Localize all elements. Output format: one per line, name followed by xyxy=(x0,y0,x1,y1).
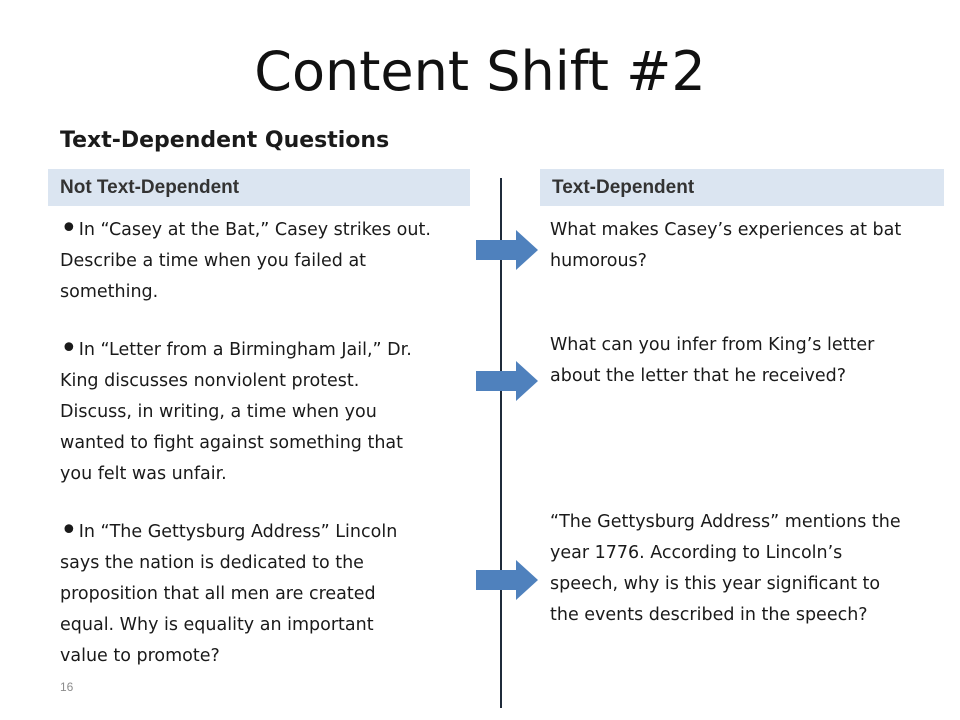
right-arrow-icon xyxy=(476,560,538,600)
item-line: In “Casey at the Bat,” Casey strikes out. xyxy=(78,220,431,240)
item-line: “The Gettysburg Address” mentions the xyxy=(550,512,901,532)
item-line: humorous? xyxy=(550,251,647,271)
item-line: wanted to fight against something that xyxy=(60,433,404,453)
item-line: says the nation is dedicated to the xyxy=(60,553,364,573)
right-arrow-icon xyxy=(476,361,538,401)
bullet-icon: • xyxy=(60,211,78,246)
item-line: King discusses nonviolent protest. xyxy=(60,371,360,391)
column-header-not-text-dependent: Not Text-Dependent xyxy=(48,169,470,206)
item-line: equal. Why is equality an important xyxy=(60,615,374,635)
item-line: something. xyxy=(60,282,159,302)
item-line: you felt was unfair. xyxy=(60,464,227,484)
not-text-dependent-item-casey xyxy=(60,213,460,308)
item-line: What can you infer from King’s letter xyxy=(550,335,875,355)
bullet-icon: • xyxy=(60,513,78,548)
item-line: speech, why is this year significant to xyxy=(550,574,881,594)
item-line: the events described in the speech? xyxy=(550,605,868,625)
item-line: about the letter that he received? xyxy=(550,366,847,386)
slide-subtitle: Text-Dependent Questions xyxy=(60,128,390,153)
text-dependent-item-casey xyxy=(550,215,935,277)
item-line: In “The Gettysburg Address” Lincoln xyxy=(78,522,398,542)
item-line: year 1776. According to Lincoln’s xyxy=(550,543,843,563)
not-text-dependent-item-gettysburg xyxy=(60,515,460,672)
bullet-icon: • xyxy=(60,331,78,366)
text-dependent-item-king xyxy=(550,330,935,392)
right-arrow-icon xyxy=(476,230,538,270)
item-line: Discuss, in writing, a time when you xyxy=(60,402,377,422)
item-line: Describe a time when you failed at xyxy=(60,251,367,271)
item-line: In “Letter from a Birmingham Jail,” Dr. xyxy=(78,340,412,360)
column-header-text-dependent: Text-Dependent xyxy=(540,169,944,206)
slide-title: Content Shift #2 xyxy=(254,40,706,103)
item-line: What makes Casey’s experiences at bat xyxy=(550,220,902,240)
page-number: 16 xyxy=(60,680,74,694)
not-text-dependent-item-birmingham xyxy=(60,333,460,490)
item-line: value to promote? xyxy=(60,646,220,666)
item-line: proposition that all men are created xyxy=(60,584,376,604)
text-dependent-item-gettysburg xyxy=(550,507,935,631)
